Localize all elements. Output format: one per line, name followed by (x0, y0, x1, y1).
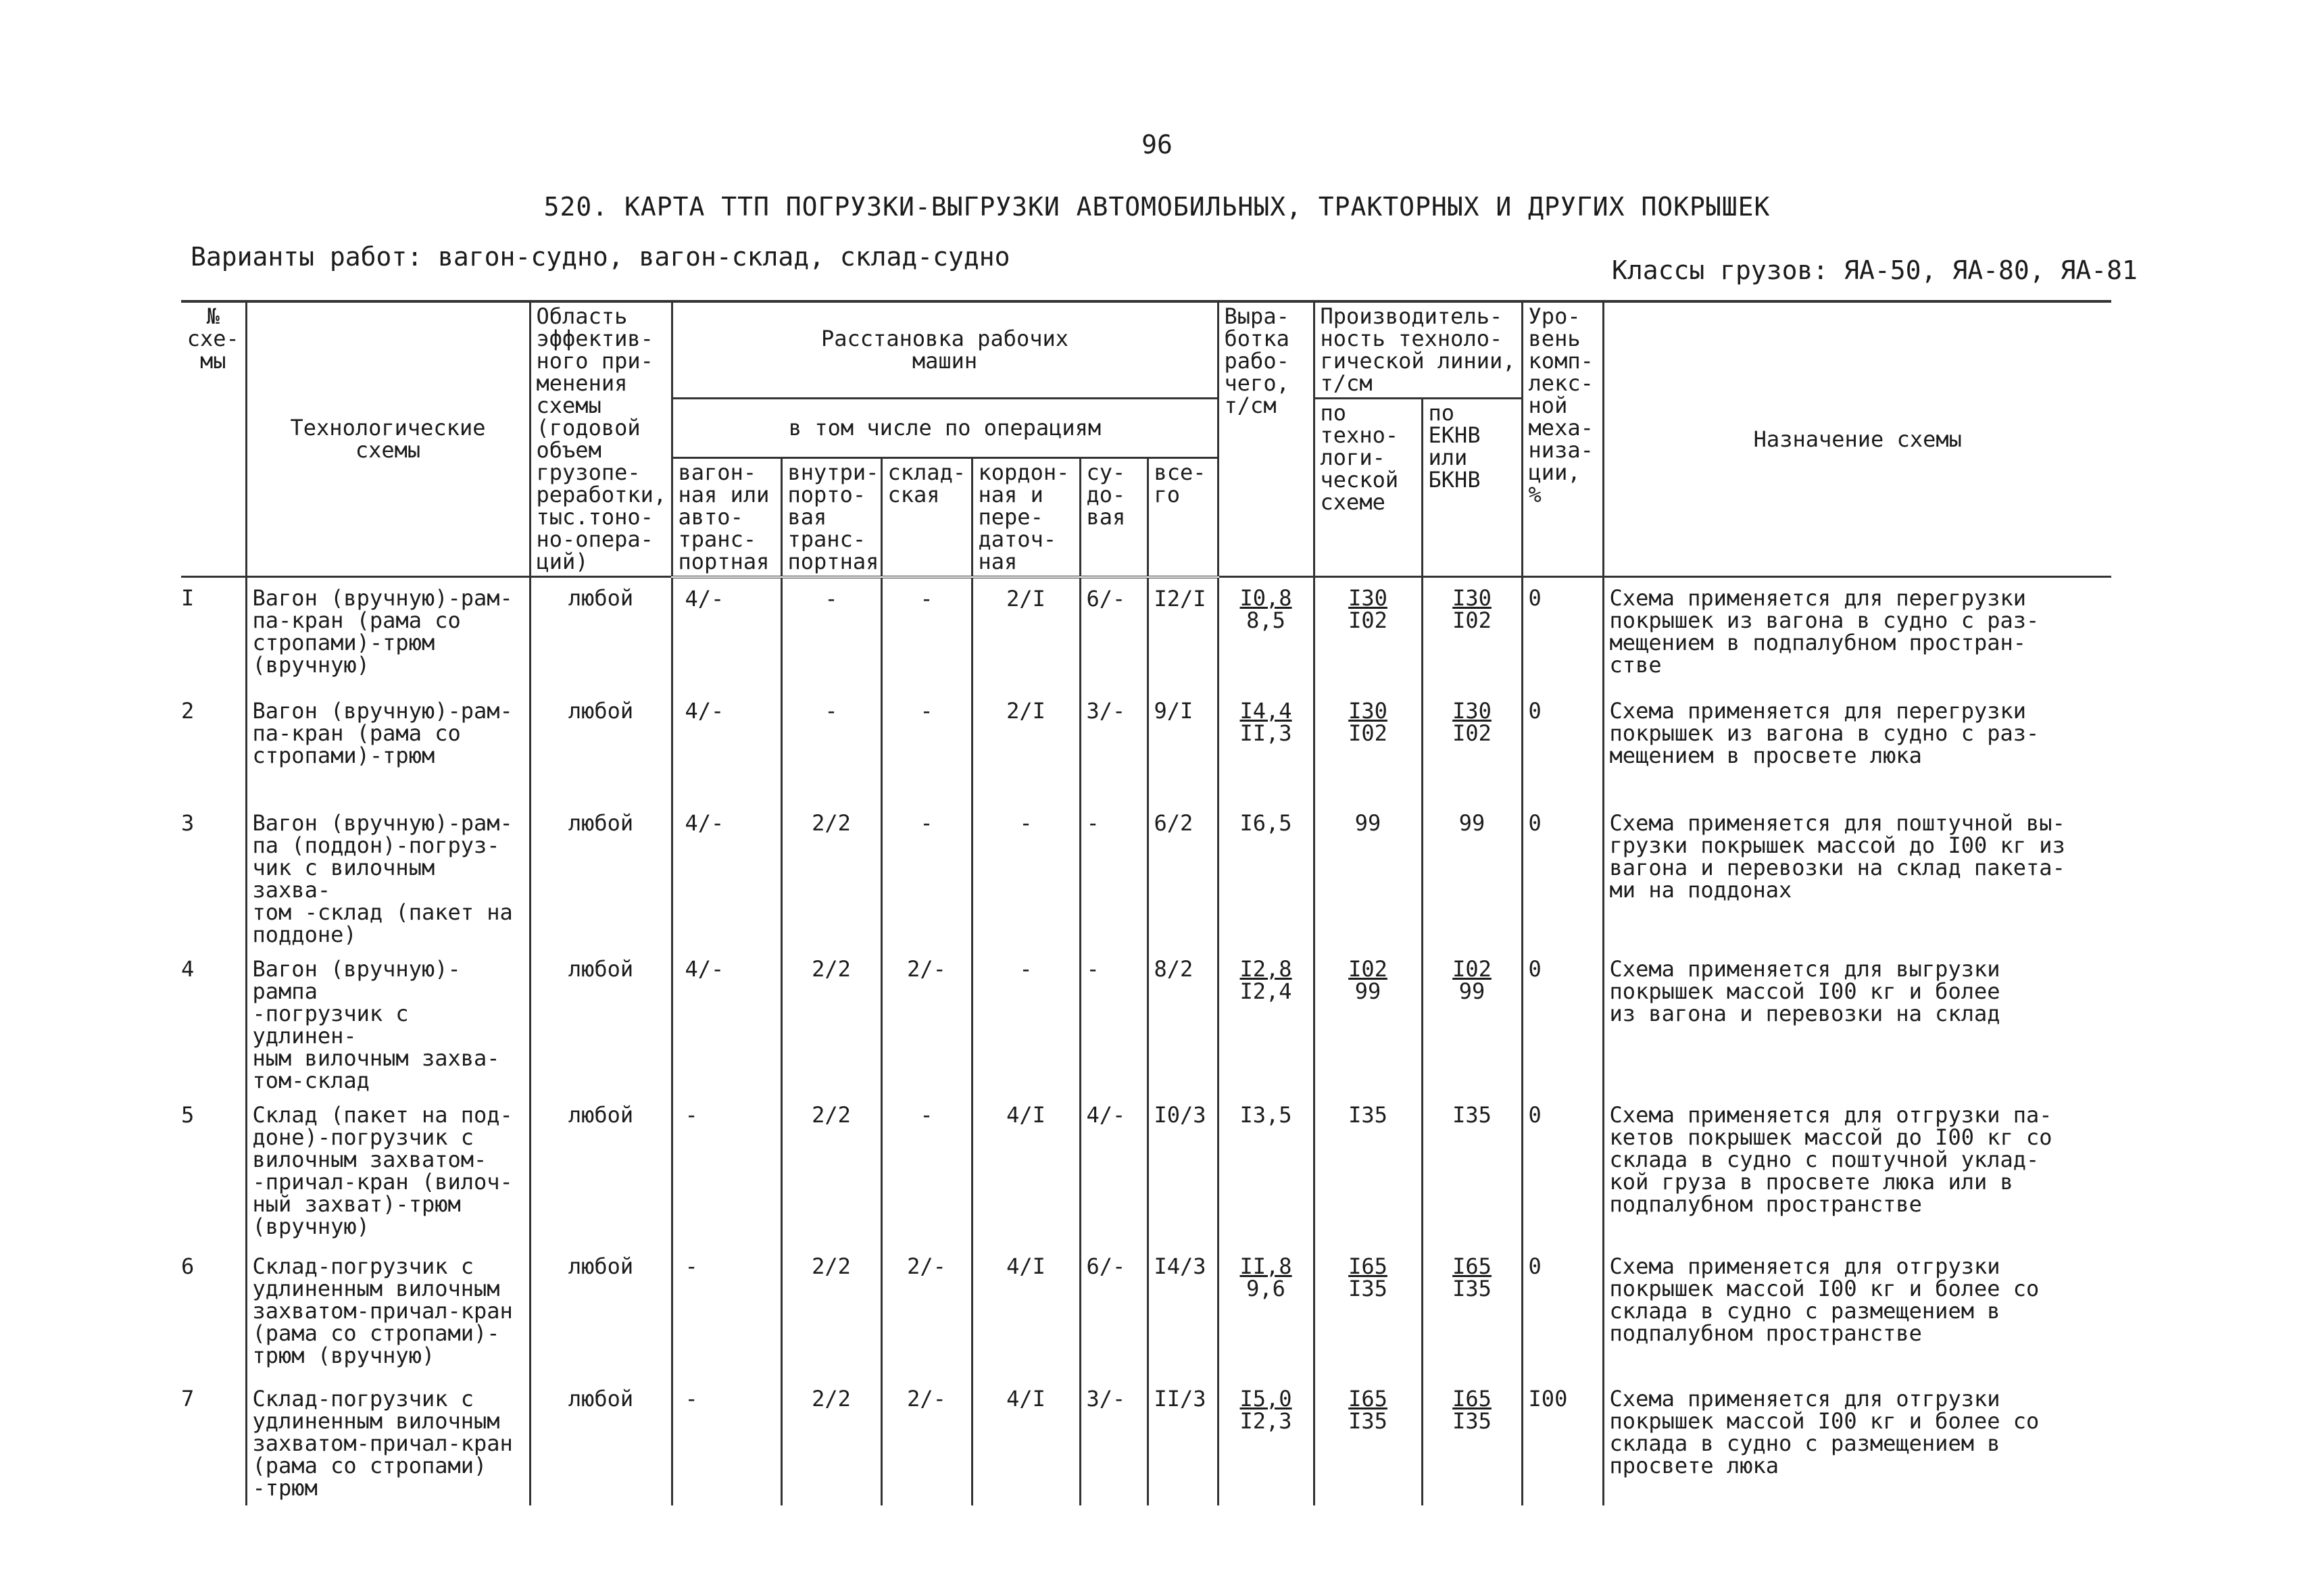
op-wagon: 4/- (672, 691, 781, 803)
prod-eknv (1422, 1246, 1522, 1378)
cargo-classes: Классы грузов: ЯА-50, ЯА-80, ЯА-81 (1612, 255, 2138, 285)
prod-tech (1314, 1378, 1422, 1505)
prod-eknv-norm: I30 (1452, 697, 1492, 724)
output-alt: I2,4 (1239, 978, 1292, 1004)
scheme-number: I (181, 577, 246, 691)
prod-tech (1314, 803, 1422, 949)
prod-eknv-alt: I35 (1452, 1407, 1492, 1434)
scheme-purpose: Схема применяется для отгрузки па- кетов покрышек массой до I00 кг со склада в судно с поштучной уклад- кой груза в просвете люка или в подпалубном пространстве (1603, 1095, 2111, 1246)
application-area: любой (530, 691, 672, 803)
op-warehouse: 2/- (881, 1246, 972, 1378)
op-cordon: - (972, 803, 1080, 949)
header-tech-schemes: Технологические схемы (246, 301, 530, 577)
output-norm: I0,8 (1239, 585, 1292, 611)
header-op-ship: су- до- вая (1080, 457, 1148, 577)
header-worker-output: Выра- ботка рабо- чего, т/см (1218, 301, 1314, 577)
output-norm: I5,0 (1239, 1385, 1292, 1412)
prod-tech-norm: I35 (1348, 1101, 1387, 1128)
prod-tech (1314, 1246, 1422, 1378)
tech-scheme: Вагон (вручную)-рам- па-кран (рама со стропами)-трюм (246, 691, 530, 803)
prod-tech-norm: I65 (1348, 1253, 1387, 1279)
tech-scheme: Вагон (вручную)-рампа -погрузчик с удлинен- ным вилочным захва- том-склад (246, 949, 530, 1095)
tech-scheme: Вагон (вручную)-рам- па-кран (рама со стропами)-трюм (вручную) (246, 577, 530, 691)
prod-tech-alt: I02 (1348, 607, 1387, 633)
document-title: 520. КАРТА ТТП ПОГРУЗКИ-ВЫГРУЗКИ АВТОМОБИЛЬНЫХ, ТРАКТОРНЫХ И ДРУГИХ ПОКРЫШЕК (543, 192, 1771, 222)
output-norm: II,8 (1239, 1253, 1292, 1279)
tech-scheme: Склад-погрузчик с удлиненным вилочным захватом-причал-кран (рама со стропами) -трюм (246, 1378, 530, 1505)
scheme-number: 7 (181, 1378, 246, 1505)
op-warehouse: 2/- (881, 1378, 972, 1505)
header-op-cordon: кордон- ная и пере- даточ- ная (972, 457, 1080, 577)
op-total: I0/3 (1148, 1095, 1218, 1246)
scheme-purpose: Схема применяется для поштучной вы- грузки покрышек массой до I00 кг из вагона и перевозки на склад пакета- ми на поддонах (1603, 803, 2111, 949)
op-wagon: - (672, 1095, 781, 1246)
mechanization-level: 0 (1522, 691, 1603, 803)
prod-eknv-norm: I02 (1452, 955, 1492, 982)
worker-output (1218, 1378, 1314, 1505)
output-alt: 8,5 (1246, 607, 1285, 633)
header-op-intraport: внутри- порто- вая транс- портная (781, 457, 881, 577)
op-warehouse: - (881, 577, 972, 691)
prod-eknv-norm: I65 (1452, 1385, 1492, 1412)
header-op-wagon: вагон- ная или авто- транс- портная (672, 457, 781, 577)
mechanization-level: 0 (1522, 949, 1603, 1095)
table-row (181, 691, 2111, 803)
scheme-purpose: Схема применяется для отгрузки покрышек массой I00 кг и более со склада в судно с размещением в подпалубном пространстве (1603, 1246, 2111, 1378)
prod-tech-norm: I65 (1348, 1385, 1387, 1412)
prod-eknv-alt: I35 (1452, 1275, 1492, 1301)
tech-scheme: Склад-погрузчик с удлиненным вилочным захватом-причал-кран (рама со стропами)- трюм (вручную) (246, 1246, 530, 1378)
op-intraport: 2/2 (781, 1095, 881, 1246)
table-row (181, 803, 2111, 949)
worker-output (1218, 803, 1314, 949)
prod-eknv (1422, 691, 1522, 803)
op-wagon: 4/- (672, 803, 781, 949)
prod-eknv-alt: I02 (1452, 607, 1492, 633)
header-productivity: Производитель- ность техноло- гической линии, т/см (1314, 301, 1522, 399)
scheme-purpose: Схема применяется для выгрузки покрышек массой I00 кг и более из вагона и перевозки на склад (1603, 949, 2111, 1095)
table-row (181, 1378, 2111, 1505)
prod-tech-norm: I02 (1348, 955, 1387, 982)
op-cordon: 4/I (972, 1378, 1080, 1505)
op-ship: 6/- (1080, 577, 1148, 691)
output-norm: I6,5 (1239, 809, 1292, 836)
op-total: I4/3 (1148, 1246, 1218, 1378)
application-area: любой (530, 949, 672, 1095)
prod-eknv-norm: 99 (1458, 809, 1485, 836)
prod-tech-norm: I30 (1348, 585, 1387, 611)
table-row (181, 577, 2111, 691)
scheme-number: 6 (181, 1246, 246, 1378)
header-scheme-number: № схе- мы (181, 301, 246, 577)
application-area: любой (530, 577, 672, 691)
op-ship: - (1080, 949, 1148, 1095)
scheme-purpose: Схема применяется для перегрузки покрышек из вагона в судно с раз- мещением в просвете люка (1603, 691, 2111, 803)
scheme-number: 2 (181, 691, 246, 803)
prod-eknv-alt: 99 (1458, 978, 1485, 1004)
prod-tech (1314, 691, 1422, 803)
prod-eknv (1422, 949, 1522, 1095)
application-area: любой (530, 1095, 672, 1246)
op-cordon: - (972, 949, 1080, 1095)
table-row (181, 949, 2111, 1095)
mechanization-level: 0 (1522, 577, 1603, 691)
worker-output (1218, 1095, 1314, 1246)
table-row (181, 1246, 2111, 1378)
output-norm: I2,8 (1239, 955, 1292, 982)
prod-tech-alt: 99 (1354, 978, 1381, 1004)
op-cordon: 4/I (972, 1095, 1080, 1246)
application-area: любой (530, 1246, 672, 1378)
op-warehouse: - (881, 691, 972, 803)
header-mechanization-level: Уро- вень комп- лекс- ной меха- низа- ции, % (1522, 301, 1603, 577)
header-prod-by-tech-scheme: по техно- логи- ческой схеме (1314, 399, 1422, 577)
prod-tech (1314, 949, 1422, 1095)
table-row (181, 1095, 2111, 1246)
prod-eknv (1422, 577, 1522, 691)
prod-eknv (1422, 803, 1522, 949)
prod-eknv-norm: I65 (1452, 1253, 1492, 1279)
scheme-number: 5 (181, 1095, 246, 1246)
scheme-purpose: Схема применяется для отгрузки покрышек массой I00 кг и более со склада в судно с размещением в просвете люка (1603, 1378, 2111, 1505)
prod-tech-norm: 99 (1354, 809, 1381, 836)
op-ship: 6/- (1080, 1246, 1148, 1378)
op-total: 9/I (1148, 691, 1218, 803)
op-intraport: 2/2 (781, 1378, 881, 1505)
tech-scheme: Склад (пакет на под- доне)-погрузчик с вилочным захватом- -причал-кран (вилоч- ный захват)-трюм (вручную) (246, 1095, 530, 1246)
worker-output (1218, 949, 1314, 1095)
header-by-operations: в том числе по операциям (672, 399, 1218, 458)
scheme-number: 4 (181, 949, 246, 1095)
mechanization-level: 0 (1522, 1095, 1603, 1246)
op-ship: - (1080, 803, 1148, 949)
prod-eknv-alt: I02 (1452, 720, 1492, 746)
application-area: любой (530, 803, 672, 949)
header-scheme-purpose: Назначение схемы (1603, 301, 2111, 577)
output-alt: II,3 (1239, 720, 1292, 746)
header-machine-placement: Расстановка рабочих машин (672, 301, 1218, 399)
op-intraport: - (781, 577, 881, 691)
op-warehouse: - (881, 1095, 972, 1246)
output-alt: 9,6 (1246, 1275, 1285, 1301)
op-total: I2/I (1148, 577, 1218, 691)
op-warehouse: - (881, 803, 972, 949)
prod-eknv-norm: I35 (1452, 1101, 1492, 1128)
op-intraport: 2/2 (781, 949, 881, 1095)
op-cordon: 2/I (972, 691, 1080, 803)
op-intraport: 2/2 (781, 1246, 881, 1378)
application-area: любой (530, 1378, 672, 1505)
worker-output (1218, 577, 1314, 691)
output-norm: I3,5 (1239, 1101, 1292, 1128)
header-prod-by-eknv: по ЕКНВ или БКНВ (1422, 399, 1522, 577)
op-intraport: - (781, 691, 881, 803)
op-total: 6/2 (1148, 803, 1218, 949)
op-total: II/3 (1148, 1378, 1218, 1505)
op-cordon: 2/I (972, 577, 1080, 691)
op-wagon: - (672, 1378, 781, 1505)
prod-tech (1314, 1095, 1422, 1246)
op-wagon: 4/- (672, 577, 781, 691)
prod-eknv-norm: I30 (1452, 585, 1492, 611)
op-warehouse: 2/- (881, 949, 972, 1095)
work-variants: Варианты работ: вагон-судно, вагон-склад, склад-судно (191, 242, 1010, 272)
prod-tech-norm: I30 (1348, 697, 1387, 724)
worker-output (1218, 691, 1314, 803)
ttp-table (181, 300, 2111, 1505)
op-cordon: 4/I (972, 1246, 1080, 1378)
scheme-number: 3 (181, 803, 246, 949)
mechanization-level: 0 (1522, 1246, 1603, 1378)
op-ship: 4/- (1080, 1095, 1148, 1246)
mechanization-level: I00 (1522, 1378, 1603, 1505)
header-application-area: Область эффектив- ного при- менения схемы (годовой объем грузопе- реработки, тыс.тоно- но-опера- ций) (530, 301, 672, 577)
prod-eknv (1422, 1378, 1522, 1505)
header-op-total: все- го (1148, 457, 1218, 577)
op-wagon: - (672, 1246, 781, 1378)
tech-scheme: Вагон (вручную)-рам- па (поддон)-погруз- чик с вилочным захва- том -склад (пакет на поддоне) (246, 803, 530, 949)
prod-tech-alt: I02 (1348, 720, 1387, 746)
prod-tech-alt: I35 (1348, 1275, 1387, 1301)
op-wagon: 4/- (672, 949, 781, 1095)
op-ship: 3/- (1080, 691, 1148, 803)
header-op-warehouse: склад- ская (881, 457, 972, 577)
prod-tech (1314, 577, 1422, 691)
worker-output (1218, 1246, 1314, 1378)
page-number: 96 (1141, 130, 1173, 159)
mechanization-level: 0 (1522, 803, 1603, 949)
output-alt: I2,3 (1239, 1407, 1292, 1434)
op-intraport: 2/2 (781, 803, 881, 949)
op-total: 8/2 (1148, 949, 1218, 1095)
output-norm: I4,4 (1239, 697, 1292, 724)
prod-tech-alt: I35 (1348, 1407, 1387, 1434)
op-ship: 3/- (1080, 1378, 1148, 1505)
scheme-purpose: Схема применяется для перегрузки покрышек из вагона в судно с раз- мещением в подпалубном простран- стве (1603, 577, 2111, 691)
prod-eknv (1422, 1095, 1522, 1246)
